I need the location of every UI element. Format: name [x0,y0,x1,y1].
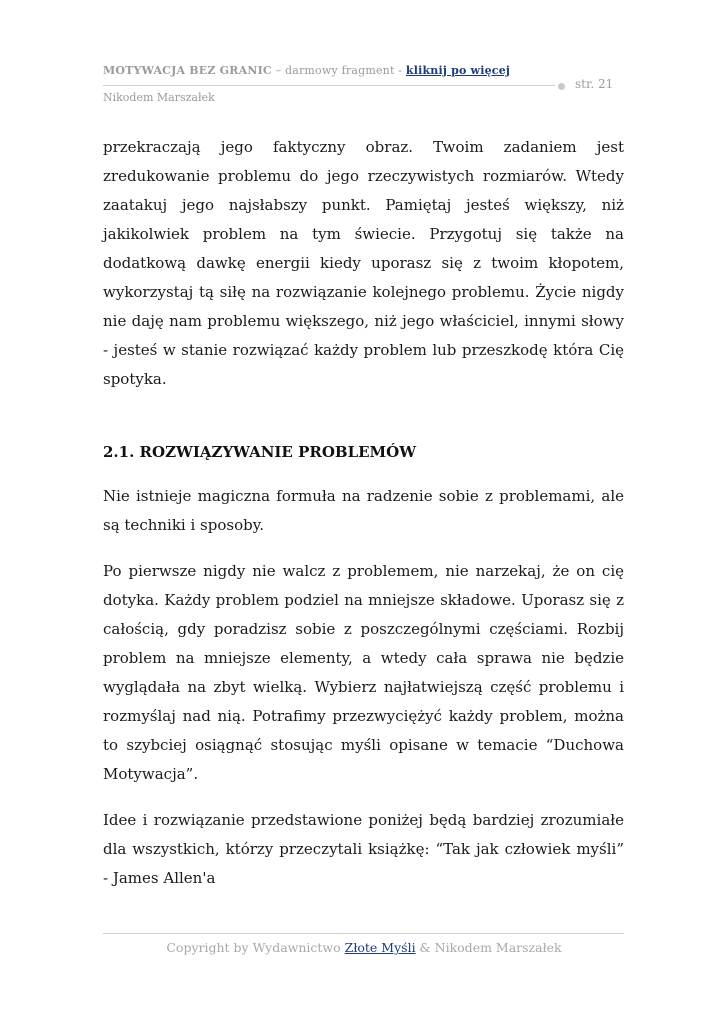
section-heading: 2.1. ROZWIĄZYWANIE PROBLEMÓW [103,443,417,461]
body-paragraph: Po pierwsze nigdy nie walcz z problemem, nie narzekaj, że on cię dotyka. Każdy problem podziel na mniejsze składowe. Uporasz się z całością, gdy poradzisz sobie z poszczególnymi częściami. Rozbij problem na mniejsze elementy, a wtedy cała sprawa nie będzie wyglądała na zbyt wielką. Wybierz najłatwiejszą część problemu i rozmyślaj nad nią. Potrafimy przezwyciężyć każdy problem, można to szybciej osiągnąć stosując myśli opisane w temacie “Duchowa Motywacja”. [103,562,624,783]
header-divider [103,85,555,86]
page-header [103,64,623,114]
bullet-dot-icon [558,83,565,90]
body-paragraph: Nie istnieje magiczna formuła na radzenie sobie z problemami, ale są techniki i sposoby. [103,487,624,534]
header-author: Nikodem Marszałek [103,91,215,104]
header-separator: – [271,64,285,77]
header-title-line [103,64,510,77]
body-paragraph: Idee i rozwiązanie przedstawione poniżej będą bardziej zrozumiałe dla wszystkich, którzy przeczytali książkę: “Tak jak człowiek myśli” - James Allen'a [103,811,624,887]
page-footer [0,940,728,955]
book-title: MOTYWACJA BEZ GRANIC [103,64,272,77]
intro-paragraph: przekraczają jego faktyczny obraz. Twoim zadaniem jest zredukowanie problemu do jego rzeczywistych rozmiarów. Wtedy zaatakuj jego najsłabszy punkt. Pamiętaj jesteś większy, niż jakikolwiek problem na tym świecie. Przygotuj się także na dodatkową dawkę energii kiedy uporasz się z twoim kłopotem, wykorzystaj tą siłę na rozwiązanie kolejnego problemu. Życie nigdy nie daję nam problemu większego, niż jego właściciel, innymi słowy - jesteś w stanie rozwiązać każdy problem lub przeszkodę która Cię spotyka. [103,138,624,388]
page-number: str. 21 [575,77,614,91]
footer-copyright-prefix: Copyright by Wydawnictwo [166,940,345,955]
footer-divider [103,933,624,934]
footer-author: & Nikodem Marszałek [415,940,562,955]
more-link[interactable]: kliknij po więcej [405,64,511,77]
fragment-label: darmowy fragment [284,64,395,77]
header-separator-2: - [394,64,406,77]
page-content [103,133,624,910]
publisher-link[interactable]: Złote Myśli [344,940,416,955]
